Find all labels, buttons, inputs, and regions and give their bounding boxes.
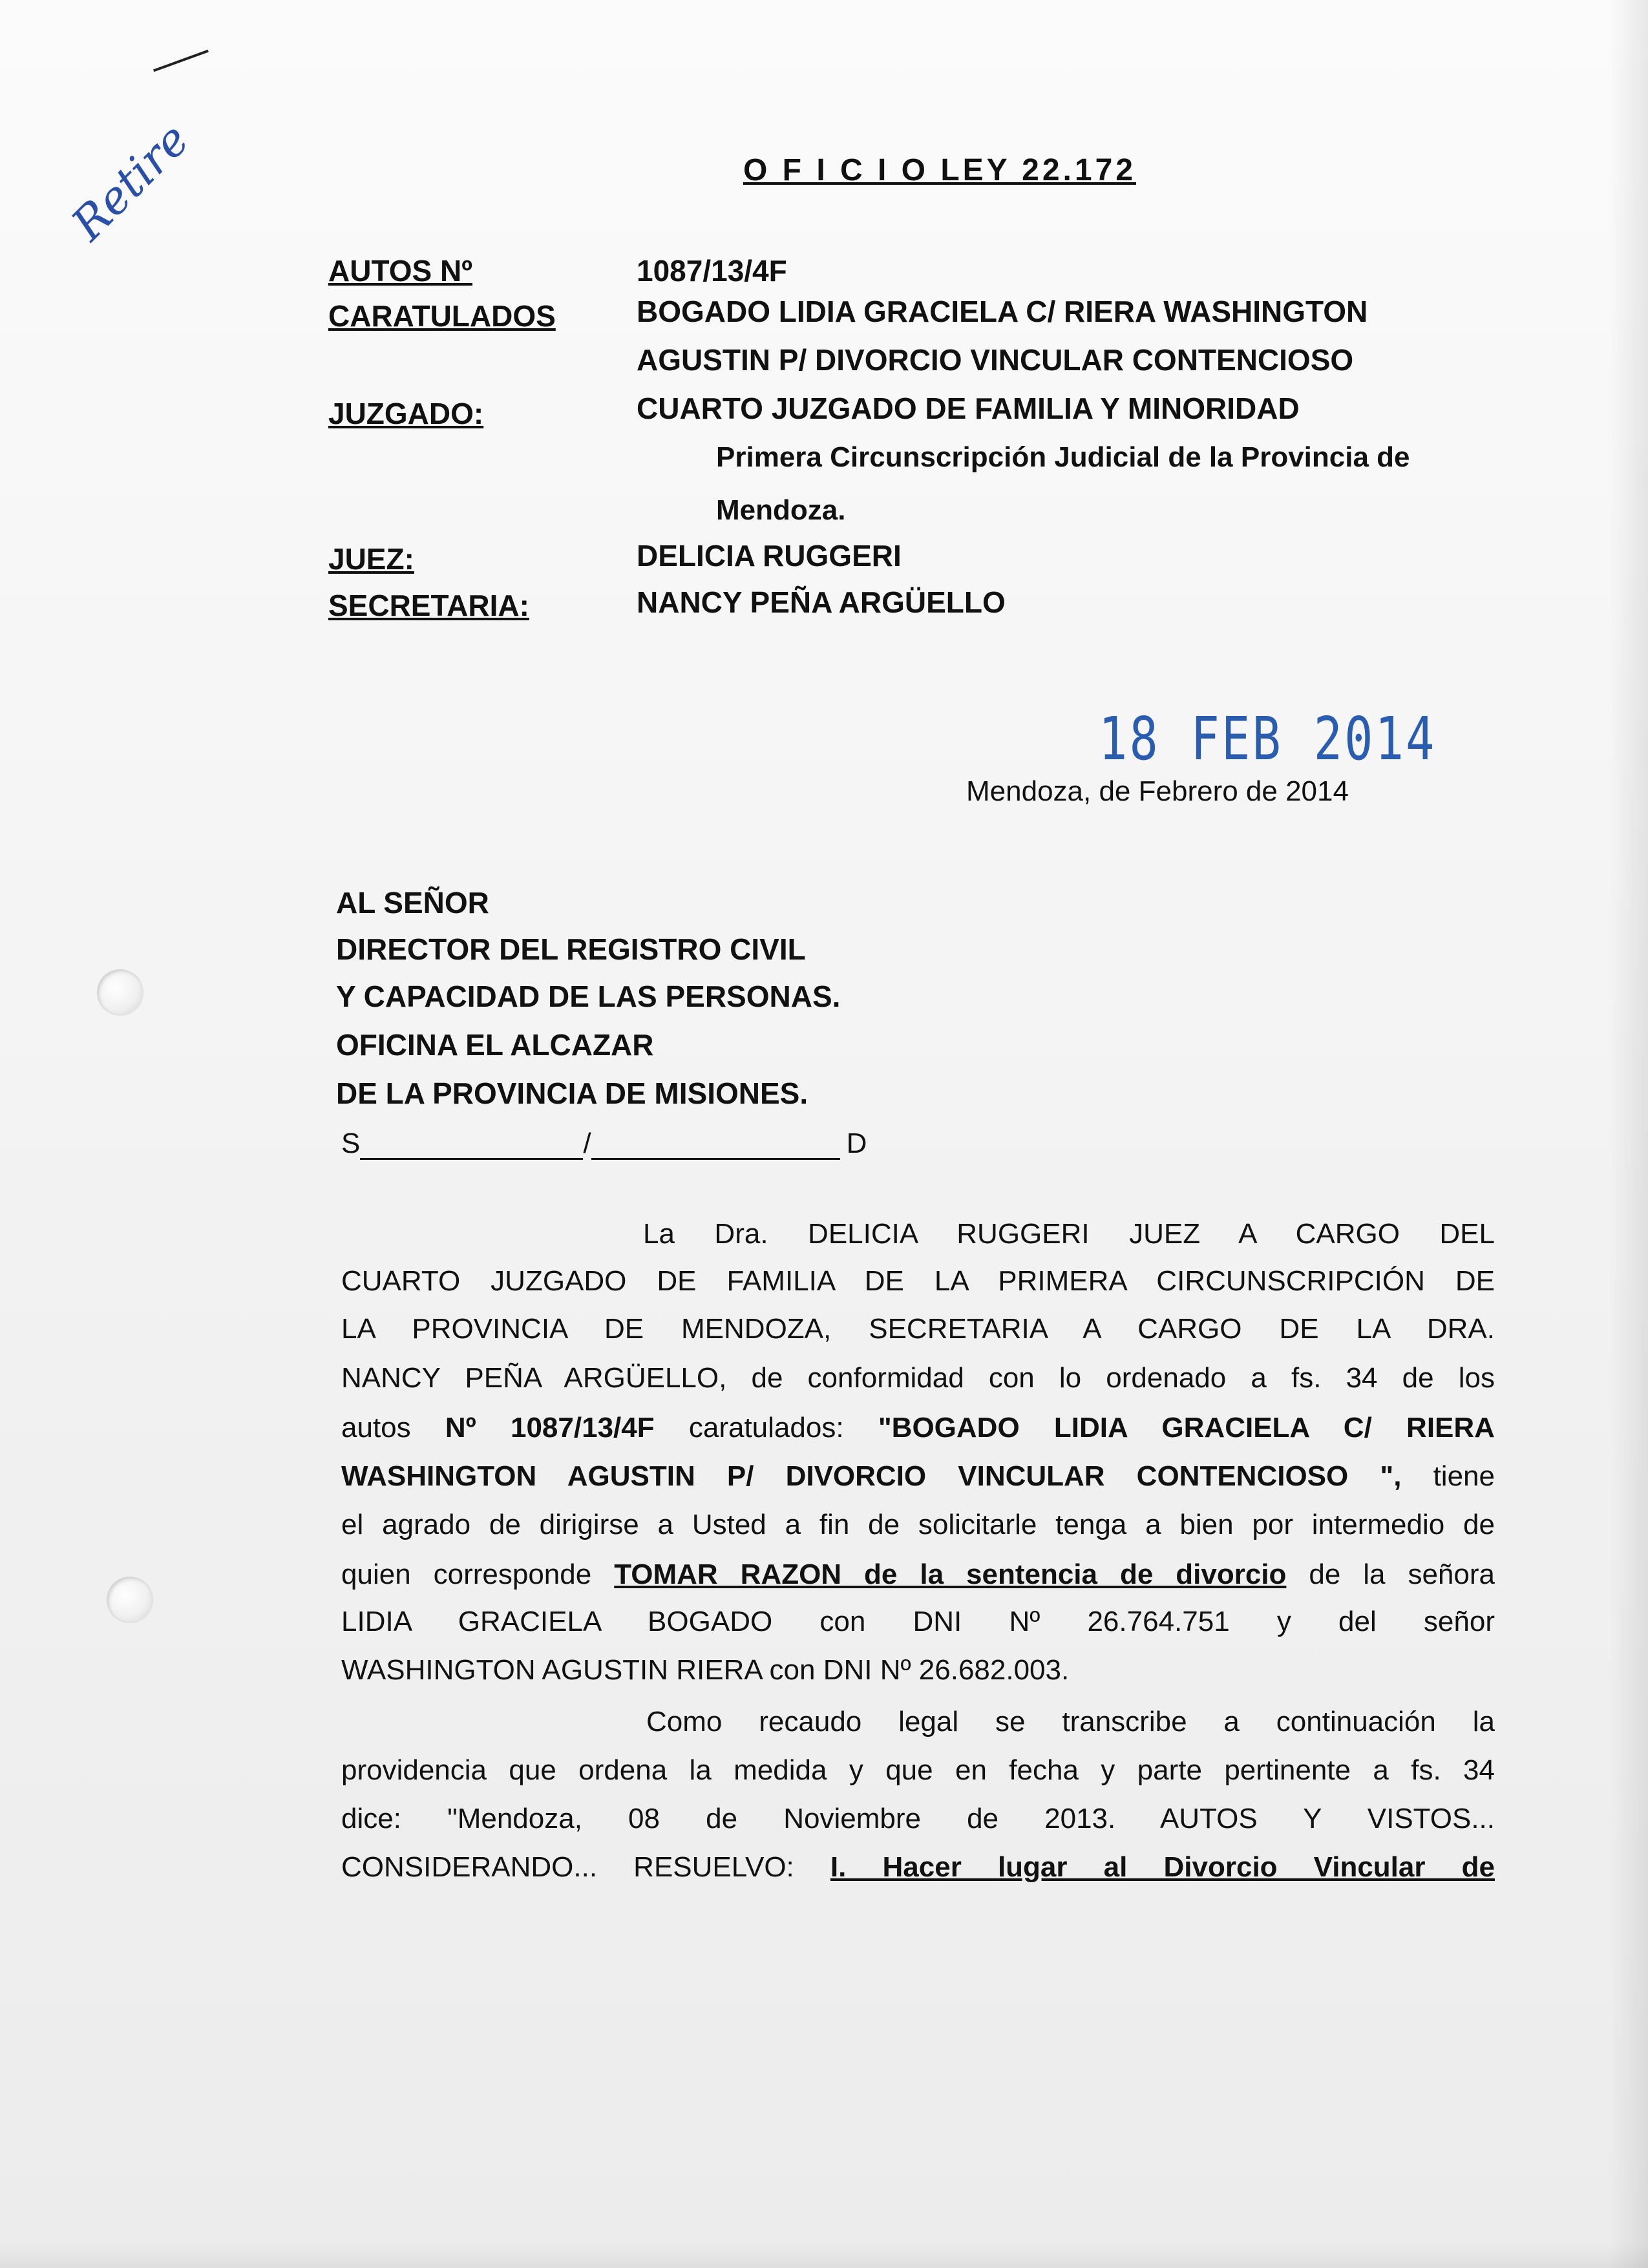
page-bottom-shadow (0, 2242, 1648, 2268)
juzgado-line-2: Primera Circunscripción Judicial de la Provincia de (716, 441, 1410, 473)
body-p2-line-4: CONSIDERANDO... RESUELVO: I. Hacer lugar al Divorcio Vincular de (341, 1851, 1495, 1883)
body-p1-line-10: WASHINGTON AGUSTIN RIERA con DNI Nº 26.682.003. (341, 1654, 1070, 1686)
sd-blank-2 (591, 1132, 840, 1160)
addressee-line-1: AL SEÑOR (336, 886, 489, 919)
body-p2-line-1: Como recaudo legal se transcribe a continuación la (646, 1706, 1495, 1738)
body-p1-line-6: WASHINGTON AGUSTIN P/ DIVORCIO VINCULAR CONTENCIOSO ", tiene (341, 1460, 1495, 1492)
juzgado-label: JUZGADO: (328, 397, 484, 430)
sd-slash: / (583, 1128, 591, 1159)
autos-value: 1087/13/4F (637, 254, 787, 288)
secretaria-label: SECRETARIA: (328, 589, 529, 622)
sd-d: D (846, 1128, 867, 1159)
body-p2-line-3: dice: "Mendoza, 08 de Noviembre de 2013. AUTOS Y VISTOS... (341, 1803, 1495, 1834)
document-title: O F I C I O LEY 22.172 (743, 153, 1136, 187)
punch-hole-bottom (107, 1577, 153, 1623)
handwritten-note: Retire (61, 112, 200, 251)
body-p1-line-5: autos Nº 1087/13/4F caratulados: "BOGADO LIDIA GRACIELA C/ RIERA (341, 1412, 1495, 1444)
addressee-line-3: Y CAPACIDAD DE LAS PERSONAS. (336, 980, 841, 1013)
punch-hole-top (97, 969, 143, 1016)
body-p1-line-8: quien corresponde TOMAR RAZON de la sentencia de divorcio de la señora (341, 1559, 1495, 1590)
juez-value: DELICIA RUGGERI (637, 539, 902, 572)
juez-label: JUEZ: (328, 542, 414, 576)
date-stamp: 18 FEB 2014 (1099, 704, 1437, 773)
juzgado-line-3: Mendoza. (716, 494, 846, 526)
pen-mark (153, 50, 209, 72)
body-p1-line-4: NANCY PEÑA ARGÜELLO, de conformidad con lo ordenado a fs. 34 de los (341, 1362, 1495, 1394)
addressee-line-2: DIRECTOR DEL REGISTRO CIVIL (336, 932, 806, 966)
body-p1-line-1: La Dra. DELICIA RUGGERI JUEZ A CARGO DEL (643, 1218, 1495, 1250)
body-p2-line-2: providencia que ordena la medida y que en fecha y parte pertinente a fs. 34 (341, 1754, 1495, 1786)
tomar-razon-emphasis: TOMAR RAZON de la sentencia de divorcio (614, 1559, 1287, 1590)
juzgado-line-1: CUARTO JUZGADO DE FAMILIA Y MINORIDAD (637, 392, 1300, 425)
addressee-line-4: OFICINA EL ALCAZAR (336, 1028, 654, 1062)
body-p1-line-9: LIDIA GRACIELA BOGADO con DNI Nº 26.764.751 y del señor (341, 1606, 1495, 1637)
salutation-sd (341, 1128, 867, 1160)
sd-s: S (341, 1128, 361, 1159)
body-p1-line-3: LA PROVINCIA DE MENDOZA, SECRETARIA A CARGO DE LA DRA. (341, 1313, 1495, 1345)
body-p1-line-2: CUARTO JUZGADO DE FAMILIA DE LA PRIMERA CIRCUNSCRIPCIÓN DE (341, 1265, 1495, 1297)
sd-blank-1 (360, 1132, 583, 1160)
autos-label: AUTOS Nº (328, 254, 472, 288)
caratulados-label: CARATULADOS (328, 299, 556, 333)
resuelvo-emphasis: I. Hacer lugar al Divorcio Vincular de (830, 1851, 1495, 1883)
place-date: Mendoza, de Febrero de 2014 (966, 775, 1349, 807)
secretaria-value: NANCY PEÑA ARGÜELLO (637, 585, 1006, 619)
caratulados-line-2: AGUSTIN P/ DIVORCIO VINCULAR CONTENCIOSO (637, 343, 1354, 377)
caratulados-line-1: BOGADO LIDIA GRACIELA C/ RIERA WASHINGTON (637, 295, 1368, 328)
page-edge-shadow (1609, 0, 1648, 2268)
body-p1-line-7: el agrado de dirigirse a Usted a fin de solicitarle tenga a bien por intermedio de (341, 1509, 1495, 1540)
addressee-line-5: DE LA PROVINCIA DE MISIONES. (336, 1076, 808, 1110)
